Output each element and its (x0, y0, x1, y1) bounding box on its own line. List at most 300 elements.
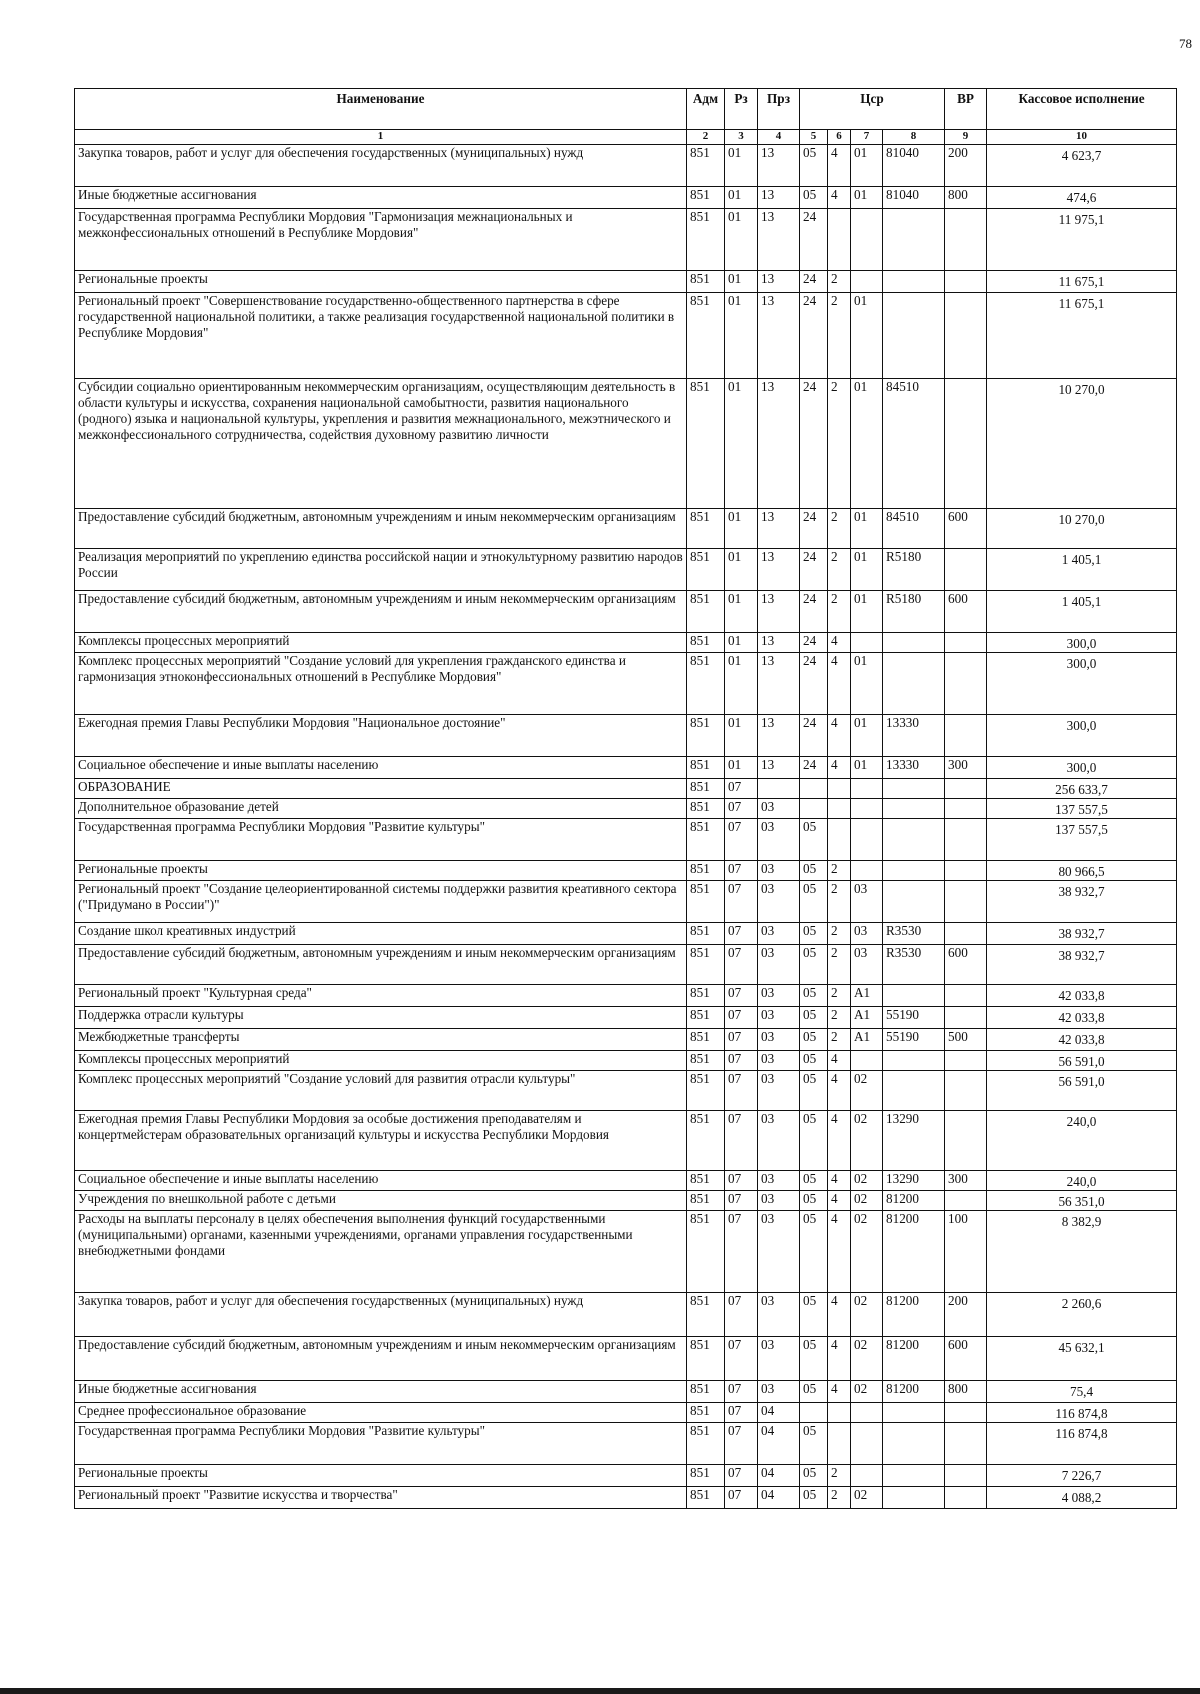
cell-name: Государственная программа Республики Мордовия "Развитие культуры" (75, 1423, 687, 1465)
cell-c5: 05 (800, 145, 828, 187)
cell-c8 (883, 1487, 945, 1509)
cell-adm: 851 (687, 861, 725, 881)
table-row (75, 591, 1177, 633)
cell-c8: R5180 (883, 549, 945, 591)
cell-vr (945, 1403, 987, 1423)
cell-c5: 24 (800, 293, 828, 379)
cell-sum: 240,0 (987, 1111, 1177, 1171)
cell-c8: 81040 (883, 145, 945, 187)
budget-execution-sheet (74, 88, 1176, 1509)
cell-name: Закупка товаров, работ и услуг для обеспечения государственных (муниципальных) нужд (75, 145, 687, 187)
cell-rz: 01 (725, 379, 758, 509)
cell-adm: 851 (687, 1465, 725, 1487)
cell-sum: 11 975,1 (987, 209, 1177, 271)
cell-vr (945, 985, 987, 1007)
table-row (75, 945, 1177, 985)
cell-c6: 4 (828, 757, 851, 779)
cell-name: ОБРАЗОВАНИЕ (75, 779, 687, 799)
cell-sum: 56 591,0 (987, 1051, 1177, 1071)
cell-c5 (800, 799, 828, 819)
cell-prz: 03 (758, 1211, 800, 1293)
cell-sum: 7 226,7 (987, 1465, 1177, 1487)
cell-c8: 13290 (883, 1111, 945, 1171)
cell-c5: 05 (800, 1423, 828, 1465)
table-row (75, 271, 1177, 293)
cell-c8: 55190 (883, 1029, 945, 1051)
cell-name: Реализация мероприятий по укреплению единства российской нации и этнокультурному развитию народов России (75, 549, 687, 591)
cell-adm: 851 (687, 293, 725, 379)
cell-vr (945, 1111, 987, 1171)
cell-rz: 01 (725, 549, 758, 591)
table-row (75, 653, 1177, 715)
cell-name: Учреждения по внешкольной работе с детьми (75, 1191, 687, 1211)
cell-sum: 300,0 (987, 633, 1177, 653)
cell-rz: 07 (725, 945, 758, 985)
cell-vr (945, 1191, 987, 1211)
cell-c5: 05 (800, 1191, 828, 1211)
cell-c5: 05 (800, 1487, 828, 1509)
cell-c7: 02 (851, 1487, 883, 1509)
cell-c8 (883, 1051, 945, 1071)
cell-rz: 07 (725, 923, 758, 945)
header-rz: Рз (725, 89, 758, 130)
cell-sum: 45 632,1 (987, 1337, 1177, 1381)
cell-prz: 03 (758, 1293, 800, 1337)
cell-adm: 851 (687, 209, 725, 271)
cell-vr: 600 (945, 509, 987, 549)
cell-prz: 04 (758, 1423, 800, 1465)
cell-name: Закупка товаров, работ и услуг для обеспечения государственных (муниципальных) нужд (75, 1293, 687, 1337)
cell-c8: 13330 (883, 757, 945, 779)
table-row (75, 1465, 1177, 1487)
cell-rz: 07 (725, 1381, 758, 1403)
cell-c7: 02 (851, 1071, 883, 1111)
cell-c5: 05 (800, 1171, 828, 1191)
cell-c5 (800, 779, 828, 799)
cell-c7 (851, 1051, 883, 1071)
cell-sum: 42 033,8 (987, 1007, 1177, 1029)
cell-c5: 24 (800, 509, 828, 549)
cell-c8 (883, 819, 945, 861)
cell-vr: 200 (945, 145, 987, 187)
cell-c6: 4 (828, 715, 851, 757)
cell-c8: R3530 (883, 945, 945, 985)
cell-sum: 56 591,0 (987, 1071, 1177, 1111)
table-row (75, 1211, 1177, 1293)
table-row (75, 633, 1177, 653)
table-row (75, 861, 1177, 881)
cell-c8 (883, 1423, 945, 1465)
cell-vr (945, 633, 987, 653)
cell-vr (945, 923, 987, 945)
cell-c8: 13330 (883, 715, 945, 757)
cell-prz: 13 (758, 715, 800, 757)
cell-prz: 04 (758, 1487, 800, 1509)
cell-vr (945, 819, 987, 861)
cell-vr (945, 379, 987, 509)
table-row (75, 1403, 1177, 1423)
cell-c8: R5180 (883, 591, 945, 633)
cell-vr (945, 293, 987, 379)
cell-c5: 05 (800, 881, 828, 923)
cell-c7: 02 (851, 1191, 883, 1211)
cell-name: Комплекс процессных мероприятий "Создание условий для укрепления гражданского единства и гармонизация этноконфессиональных отношений в Республике Мордовия" (75, 653, 687, 715)
cell-adm: 851 (687, 145, 725, 187)
cell-vr: 500 (945, 1029, 987, 1051)
cell-rz: 01 (725, 209, 758, 271)
table-row (75, 1111, 1177, 1171)
cell-name: Ежегодная премия Главы Республики Мордовия за особые достижения преподавателям и концертмейстерам образовательных организаций культуры и искусства Республики Мордовия (75, 1111, 687, 1171)
table-row (75, 1029, 1177, 1051)
cell-prz: 03 (758, 985, 800, 1007)
cell-c8: 81200 (883, 1211, 945, 1293)
cell-vr (945, 271, 987, 293)
table-row (75, 1051, 1177, 1071)
table-row (75, 715, 1177, 757)
cell-c7: A1 (851, 1007, 883, 1029)
column-number: 7 (851, 130, 883, 145)
cell-name: Межбюджетные трансферты (75, 1029, 687, 1051)
cell-name: Региональные проекты (75, 1465, 687, 1487)
table-row (75, 1337, 1177, 1381)
cell-name: Комплексы процессных мероприятий (75, 633, 687, 653)
cell-rz: 07 (725, 779, 758, 799)
cell-vr (945, 1465, 987, 1487)
cell-c7: 03 (851, 945, 883, 985)
header-csr: Цср (800, 89, 945, 130)
cell-prz (758, 779, 800, 799)
cell-vr: 600 (945, 1337, 987, 1381)
cell-sum: 116 874,8 (987, 1403, 1177, 1423)
cell-vr (945, 653, 987, 715)
column-number: 8 (883, 130, 945, 145)
cell-rz: 01 (725, 591, 758, 633)
cell-c7 (851, 1423, 883, 1465)
cell-name: Предоставление субсидий бюджетным, автономным учреждениям и иным некоммерческим организациям (75, 1337, 687, 1381)
cell-name: Региональные проекты (75, 271, 687, 293)
cell-c7: 03 (851, 923, 883, 945)
cell-adm: 851 (687, 779, 725, 799)
table-row (75, 1487, 1177, 1509)
cell-c5: 24 (800, 757, 828, 779)
cell-c6: 4 (828, 187, 851, 209)
header-sum: Кассовое исполнение (987, 89, 1177, 130)
column-number: 6 (828, 130, 851, 145)
cell-c8 (883, 1465, 945, 1487)
cell-vr (945, 715, 987, 757)
cell-c8 (883, 653, 945, 715)
cell-c6: 2 (828, 1029, 851, 1051)
cell-prz: 13 (758, 509, 800, 549)
cell-vr (945, 861, 987, 881)
cell-sum: 10 270,0 (987, 379, 1177, 509)
cell-prz: 03 (758, 1071, 800, 1111)
cell-c6: 2 (828, 985, 851, 1007)
cell-c6: 4 (828, 1071, 851, 1111)
cell-prz: 13 (758, 591, 800, 633)
cell-c6: 4 (828, 145, 851, 187)
cell-c7: 03 (851, 881, 883, 923)
column-number-row (75, 130, 1177, 145)
table-row (75, 293, 1177, 379)
column-number: 3 (725, 130, 758, 145)
cell-c5: 05 (800, 1211, 828, 1293)
cell-c8 (883, 985, 945, 1007)
cell-c8: 81200 (883, 1381, 945, 1403)
cell-c5: 24 (800, 549, 828, 591)
cell-prz: 03 (758, 1337, 800, 1381)
cell-adm: 851 (687, 1071, 725, 1111)
cell-name: Региональные проекты (75, 861, 687, 881)
table-row (75, 1381, 1177, 1403)
cell-sum: 10 270,0 (987, 509, 1177, 549)
cell-c6: 2 (828, 881, 851, 923)
cell-c7: 01 (851, 379, 883, 509)
table-body (75, 145, 1177, 1509)
cell-sum: 300,0 (987, 757, 1177, 779)
cell-rz: 01 (725, 509, 758, 549)
cell-sum: 75,4 (987, 1381, 1177, 1403)
cell-rz: 01 (725, 271, 758, 293)
cell-sum: 474,6 (987, 187, 1177, 209)
cell-vr (945, 779, 987, 799)
cell-c7: 02 (851, 1111, 883, 1171)
header-prz: Прз (758, 89, 800, 130)
cell-adm: 851 (687, 379, 725, 509)
cell-c5: 24 (800, 591, 828, 633)
cell-adm: 851 (687, 1029, 725, 1051)
cell-adm: 851 (687, 945, 725, 985)
cell-c5: 05 (800, 945, 828, 985)
table-row (75, 549, 1177, 591)
cell-c7: 02 (851, 1211, 883, 1293)
cell-c7: A1 (851, 985, 883, 1007)
cell-name: Поддержка отрасли культуры (75, 1007, 687, 1029)
table-row (75, 379, 1177, 509)
cell-sum: 42 033,8 (987, 1029, 1177, 1051)
cell-sum: 42 033,8 (987, 985, 1177, 1007)
cell-c6: 2 (828, 861, 851, 881)
cell-c5: 05 (800, 985, 828, 1007)
cell-rz: 01 (725, 633, 758, 653)
cell-sum: 80 966,5 (987, 861, 1177, 881)
cell-name: Комплексы процессных мероприятий (75, 1051, 687, 1071)
cell-prz: 03 (758, 1051, 800, 1071)
cell-prz: 03 (758, 881, 800, 923)
cell-rz: 01 (725, 293, 758, 379)
cell-c8: 84510 (883, 379, 945, 509)
cell-c7: A1 (851, 1029, 883, 1051)
cell-adm: 851 (687, 271, 725, 293)
cell-c6: 2 (828, 945, 851, 985)
cell-c8 (883, 1403, 945, 1423)
cell-name: Среднее профессиональное образование (75, 1403, 687, 1423)
table-row (75, 509, 1177, 549)
cell-sum: 38 932,7 (987, 923, 1177, 945)
column-number: 2 (687, 130, 725, 145)
table-row (75, 145, 1177, 187)
table-row (75, 1007, 1177, 1029)
cell-sum: 38 932,7 (987, 881, 1177, 923)
cell-sum: 300,0 (987, 653, 1177, 715)
cell-rz: 07 (725, 1465, 758, 1487)
cell-c8 (883, 1071, 945, 1111)
cell-adm: 851 (687, 1191, 725, 1211)
cell-vr (945, 881, 987, 923)
cell-adm: 851 (687, 985, 725, 1007)
cell-sum: 4 623,7 (987, 145, 1177, 187)
cell-c7: 01 (851, 145, 883, 187)
table-row (75, 819, 1177, 861)
cell-rz: 07 (725, 1487, 758, 1509)
column-number: 9 (945, 130, 987, 145)
table-row (75, 923, 1177, 945)
cell-sum: 1 405,1 (987, 591, 1177, 633)
cell-prz: 03 (758, 1029, 800, 1051)
cell-c8 (883, 293, 945, 379)
cell-sum: 56 351,0 (987, 1191, 1177, 1211)
cell-c5: 24 (800, 633, 828, 653)
cell-name: Ежегодная премия Главы Республики Мордовия "Национальное достояние" (75, 715, 687, 757)
cell-rz: 07 (725, 1029, 758, 1051)
cell-prz: 13 (758, 293, 800, 379)
cell-c8: 81040 (883, 187, 945, 209)
cell-adm: 851 (687, 799, 725, 819)
cell-name: Предоставление субсидий бюджетным, автономным учреждениям и иным некоммерческим организациям (75, 591, 687, 633)
cell-adm: 851 (687, 923, 725, 945)
cell-name: Государственная программа Республики Мордовия "Развитие культуры" (75, 819, 687, 861)
cell-prz: 03 (758, 819, 800, 861)
cell-c7: 02 (851, 1381, 883, 1403)
cell-c5: 24 (800, 271, 828, 293)
cell-c7: 01 (851, 653, 883, 715)
cell-c6: 2 (828, 293, 851, 379)
cell-c8 (883, 633, 945, 653)
cell-adm: 851 (687, 1111, 725, 1171)
cell-adm: 851 (687, 1423, 725, 1465)
table-row (75, 1423, 1177, 1465)
cell-c7: 02 (851, 1293, 883, 1337)
cell-c6: 2 (828, 549, 851, 591)
cell-sum: 11 675,1 (987, 271, 1177, 293)
cell-c8: 81200 (883, 1191, 945, 1211)
cell-sum: 137 557,5 (987, 799, 1177, 819)
cell-name: Социальное обеспечение и иные выплаты населению (75, 757, 687, 779)
cell-adm: 851 (687, 1381, 725, 1403)
cell-vr: 300 (945, 757, 987, 779)
cell-adm: 851 (687, 1487, 725, 1509)
cell-c8: 55190 (883, 1007, 945, 1029)
cell-rz: 07 (725, 1337, 758, 1381)
cell-c8 (883, 271, 945, 293)
cell-c7 (851, 271, 883, 293)
cell-c5: 05 (800, 1465, 828, 1487)
cell-prz: 13 (758, 549, 800, 591)
cell-name: Региональный проект "Культурная среда" (75, 985, 687, 1007)
cell-c6 (828, 209, 851, 271)
cell-c8 (883, 881, 945, 923)
cell-rz: 07 (725, 1191, 758, 1211)
cell-c5: 24 (800, 653, 828, 715)
column-number: 1 (75, 130, 687, 145)
cell-c8: 81200 (883, 1337, 945, 1381)
cell-adm: 851 (687, 549, 725, 591)
cell-name: Региональный проект "Развитие искусства и творчества" (75, 1487, 687, 1509)
cell-sum: 38 932,7 (987, 945, 1177, 985)
cell-adm: 851 (687, 653, 725, 715)
cell-sum: 8 382,9 (987, 1211, 1177, 1293)
cell-c7 (851, 779, 883, 799)
cell-c7: 01 (851, 187, 883, 209)
cell-rz: 01 (725, 715, 758, 757)
table-row (75, 1293, 1177, 1337)
cell-rz: 01 (725, 653, 758, 715)
cell-rz: 07 (725, 1111, 758, 1171)
cell-vr (945, 1423, 987, 1465)
cell-sum: 2 260,6 (987, 1293, 1177, 1337)
cell-sum: 4 088,2 (987, 1487, 1177, 1509)
cell-rz: 01 (725, 145, 758, 187)
cell-adm: 851 (687, 187, 725, 209)
cell-sum: 1 405,1 (987, 549, 1177, 591)
cell-prz: 13 (758, 187, 800, 209)
table-row (75, 985, 1177, 1007)
cell-name: Расходы на выплаты персоналу в целях обеспечения выполнения функций государственными (муниципальными) органами, казенными учреждениями, органами управления государственными внебюджетными фондами (75, 1211, 687, 1293)
cell-c5: 05 (800, 1029, 828, 1051)
scan-bottom-edge (0, 1688, 1200, 1694)
cell-vr (945, 1007, 987, 1029)
cell-vr (945, 799, 987, 819)
cell-vr: 300 (945, 1171, 987, 1191)
cell-name: Иные бюджетные ассигнования (75, 187, 687, 209)
cell-name: Иные бюджетные ассигнования (75, 1381, 687, 1403)
cell-name: Предоставление субсидий бюджетным, автономным учреждениям и иным некоммерческим организациям (75, 509, 687, 549)
cell-c8: R3530 (883, 923, 945, 945)
cell-c5: 05 (800, 819, 828, 861)
cell-adm: 851 (687, 591, 725, 633)
cell-c5: 24 (800, 209, 828, 271)
table-row (75, 881, 1177, 923)
cell-c5: 05 (800, 861, 828, 881)
cell-vr: 600 (945, 945, 987, 985)
cell-name: Региональный проект "Совершенствование государственно-общественного партнерства в сфере государственной национальной политики, а также реализация государственной национальной политики в Республике Мордовия" (75, 293, 687, 379)
cell-c5: 05 (800, 1111, 828, 1171)
cell-name: Государственная программа Республики Мордовия "Гармонизация межнациональных и межконфессиональных отношений в Республике Мордовия" (75, 209, 687, 271)
cell-c7 (851, 1465, 883, 1487)
cell-prz: 03 (758, 945, 800, 985)
cell-c6: 4 (828, 633, 851, 653)
cell-vr: 800 (945, 1381, 987, 1403)
cell-c7: 02 (851, 1337, 883, 1381)
cell-prz: 03 (758, 799, 800, 819)
cell-rz: 07 (725, 1171, 758, 1191)
cell-c6: 4 (828, 1293, 851, 1337)
cell-c6: 4 (828, 1381, 851, 1403)
cell-adm: 851 (687, 715, 725, 757)
cell-c8 (883, 861, 945, 881)
cell-c6: 2 (828, 591, 851, 633)
header-adm: Адм (687, 89, 725, 130)
column-number: 4 (758, 130, 800, 145)
cell-prz: 04 (758, 1403, 800, 1423)
cell-prz: 13 (758, 379, 800, 509)
cell-rz: 07 (725, 1293, 758, 1337)
cell-adm: 851 (687, 819, 725, 861)
table-row (75, 209, 1177, 271)
table-row (75, 799, 1177, 819)
cell-prz: 13 (758, 271, 800, 293)
cell-rz: 07 (725, 819, 758, 861)
